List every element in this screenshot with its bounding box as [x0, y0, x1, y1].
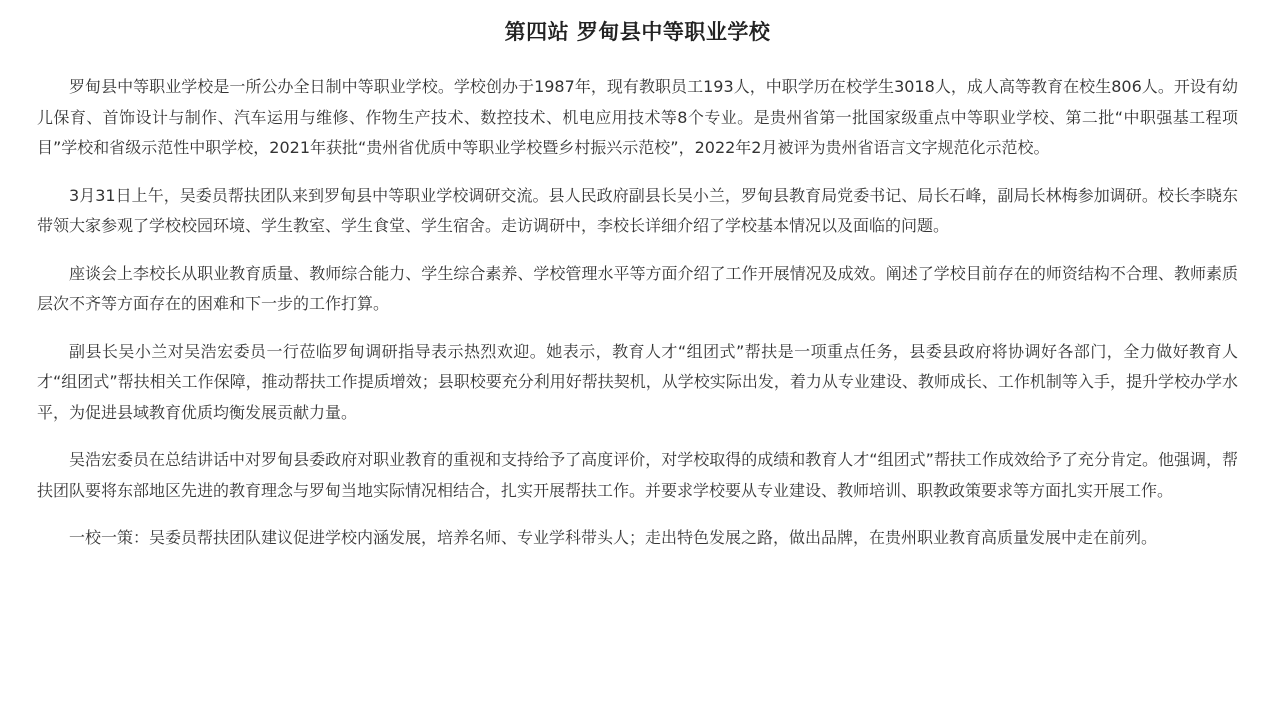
paragraph-symposium: 座谈会上李校长从职业教育质量、教师综合能力、学生综合素养、学校管理水平等方面介绍了工作开展情况及成效。阐述了学校目前存在的师资结构不合理、教师素质层次不齐等方面存在的困难和下一步的工作打算。 — [37, 263, 1238, 313]
article-title: 第四站 罗甸县中等职业学校 — [504, 19, 771, 44]
paragraph-one-school-one-policy: 一校一策：吴委员帮扶团队建议促进学校内涵发展，培养名师、专业学科带头人；走出特色发展之路，做出品牌，在贵州职业教育高质量发展中走在前列。 — [69, 528, 1158, 547]
paragraph-visit: 3月31日上午，吴委员帮扶团队来到罗甸县中等职业学校调研交流。县人民政府副县长吴小兰，罗甸县教育局党委书记、局长石峰，副局长林梅参加调研。校长李晓东带领大家参观了学校校园环境、学生教室、学生食堂、学生宿舍。走访调研中，李校长详细介绍了学校基本情况以及面临的问题。 — [37, 185, 1238, 235]
paragraph-school-intro: 罗甸县中等职业学校是一所公办全日制中等职业学校。学校创办于1987年，现有教职员工193人，中职学历在校学生3018人，成人高等教育在校生806人。开设有幼儿保育、首饰设计与制作、汽车运用与维修、作物生产技术、数控技术、机电应用技术等8个专业。是贵州省第一批国家级重点中等职业学校、第二批“中职强基工程项目”学校和省级示范性中职学校，2021年获批“贵州省优质中等职业学校暨乡村振兴示范校”，2022年2月被评为贵州省语言文字规范化示范校。 — [37, 77, 1238, 157]
paragraph-deputy-county-head: 副县长吴小兰对吴浩宏委员一行莅临罗甸调研指导表示热烈欢迎。她表示，教育人才“组团式”帮扶是一项重点任务，县委县政府将协调好各部门，全力做好教育人才“组团式”帮扶相关工作保障，推动帮扶工作提质增效；县职校要充分利用好帮扶契机，从学校实际出发，着力从专业建设、教师成长、工作机制等入手，提升学校办学水平，为促进县域教育优质均衡发展贡献力量。 — [37, 341, 1238, 422]
paragraph-summary-speech: 吴浩宏委员在总结讲话中对罗甸县委政府对职业教育的重视和支持给予了高度评价，对学校取得的成绩和教育人才“组团式”帮扶工作成效给予了充分肯定。他强调，帮扶团队要将东部地区先进的教育理念与罗甸当地实际情况相结合，扎实开展帮扶工作。并要求学校要从专业建设、教师培训、职教政策要求等方面扎实开展工作。 — [37, 450, 1238, 500]
